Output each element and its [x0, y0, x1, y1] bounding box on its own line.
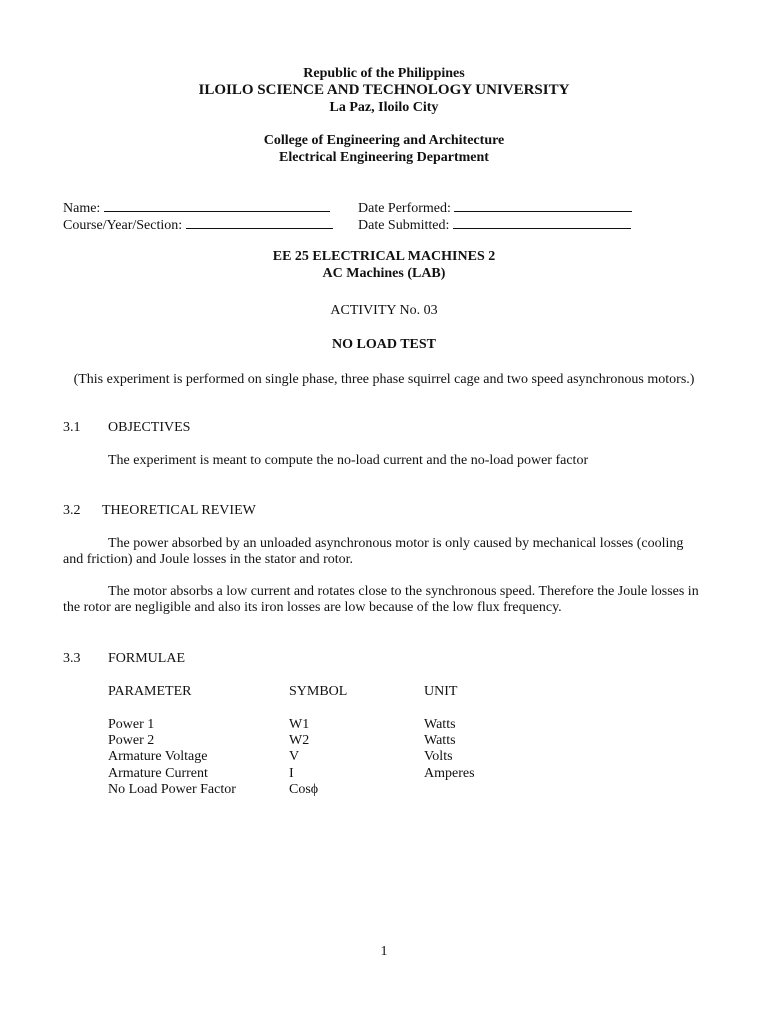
table-row [0, 716, 768, 733]
page-number: 1 [380, 944, 388, 959]
theory-paragraph-2: The motor absorbs a low current and rotates close to the synchronous speed. Therefore the Joule losses in the rotor are negligible and also its iron losses are low because of the low flux frequency. [63, 584, 699, 615]
section-3-2-number: 3.2 [63, 503, 81, 518]
row-parameter: Armature Current [108, 766, 208, 781]
row-unit: Watts [424, 733, 456, 748]
header-university: ILOILO SCIENCE AND TECHNOLOGY UNIVERSITY [198, 82, 570, 98]
column-header-symbol: SYMBOL [289, 684, 348, 699]
course-blank[interactable] [186, 214, 333, 229]
section-3-3-number: 3.3 [63, 651, 81, 666]
header-department: Electrical Engineering Department [279, 150, 489, 165]
row-unit: Volts [424, 749, 453, 764]
date-submitted-label: Date Submitted: [358, 218, 450, 233]
course-code: EE 25 ELECTRICAL MACHINES 2 [272, 249, 496, 264]
objectives-text: The experiment is meant to compute the no-load current and the no-load power factor [108, 453, 589, 468]
row-unit: Amperes [424, 766, 475, 781]
column-header-parameter: PARAMETER [108, 684, 192, 699]
row-symbol: V [289, 749, 300, 764]
table-row [0, 748, 768, 765]
course-field [63, 214, 333, 234]
table-row [0, 732, 768, 749]
row-symbol: W2 [289, 733, 310, 748]
section-3-1-number: 3.1 [63, 420, 81, 435]
name-blank[interactable] [104, 197, 330, 212]
row-symbol: W1 [289, 717, 310, 732]
header-college: College of Engineering and Architecture [263, 133, 505, 148]
section-3-3-heading: FORMULAE [108, 651, 186, 666]
table-row [0, 765, 768, 782]
activity-number: ACTIVITY No. 03 [330, 303, 438, 318]
activity-title: NO LOAD TEST [332, 337, 436, 352]
row-parameter: No Load Power Factor [108, 782, 236, 797]
column-header-unit: UNIT [424, 684, 458, 699]
row-symbol: Cosϕ [289, 782, 319, 797]
section-3-2-heading: THEORETICAL REVIEW [102, 503, 256, 518]
date-performed-blank[interactable] [454, 197, 632, 212]
section-3-1-heading: OBJECTIVES [108, 420, 191, 435]
row-parameter: Armature Voltage [108, 749, 208, 764]
header-republic: Republic of the Philippines [303, 66, 465, 81]
theory-paragraph-1: The power absorbed by an unloaded asynchronous motor is only caused by mechanical losses (cooling and friction) and Joule losses in the stator and rotor. [63, 536, 684, 567]
formulae-header-row [0, 683, 768, 700]
course-subtitle: AC Machines (LAB) [322, 266, 446, 281]
experiment-note: (This experiment is performed on single phase, three phase squirrel cage and two speed asynchronous motors.) [73, 372, 695, 387]
header-location: La Paz, Iloilo City [329, 100, 439, 115]
row-symbol: I [289, 766, 294, 781]
table-row [0, 781, 768, 798]
row-parameter: Power 2 [108, 733, 155, 748]
date-submitted-blank[interactable] [453, 214, 631, 229]
row-parameter: Power 1 [108, 717, 155, 732]
date-performed-label: Date Performed: [358, 201, 451, 216]
row-unit: Watts [424, 717, 456, 732]
name-label: Name: [63, 201, 101, 216]
date-submitted-field [358, 214, 631, 234]
course-label: Course/Year/Section: [63, 218, 183, 233]
